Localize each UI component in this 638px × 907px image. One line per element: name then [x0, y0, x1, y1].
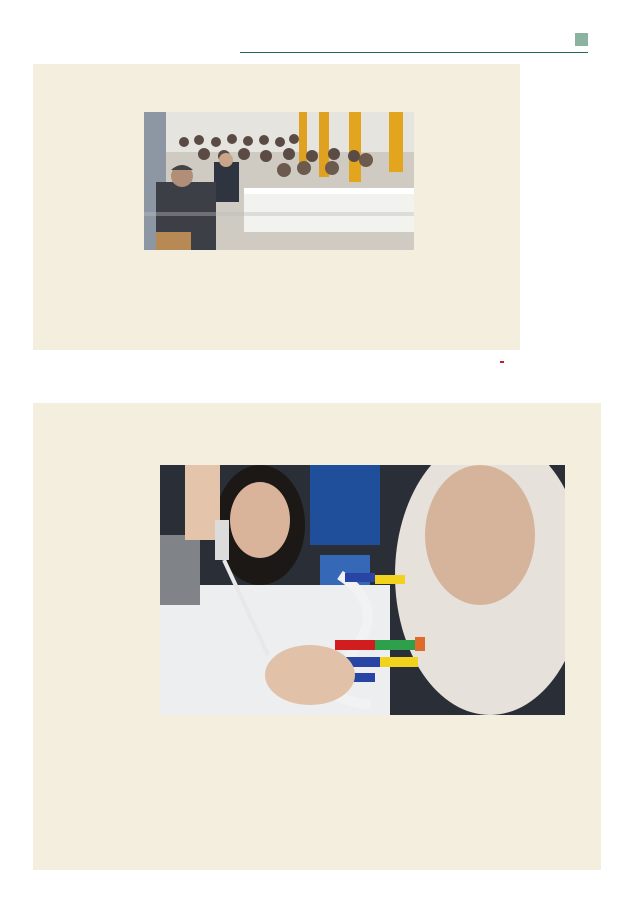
article2-photo-lab	[160, 465, 565, 715]
lab-photo-illustration	[160, 465, 565, 715]
section-square-icon	[575, 33, 588, 46]
article1-photo-audience	[144, 112, 414, 250]
article2-photo-caption	[160, 716, 565, 732]
article-berufsinformation	[33, 64, 520, 350]
article-laborjob	[33, 403, 601, 870]
mv-logo-icon	[500, 361, 504, 363]
audience-photo-illustration	[144, 112, 414, 250]
article1-source	[500, 361, 507, 363]
section-header	[240, 30, 588, 53]
